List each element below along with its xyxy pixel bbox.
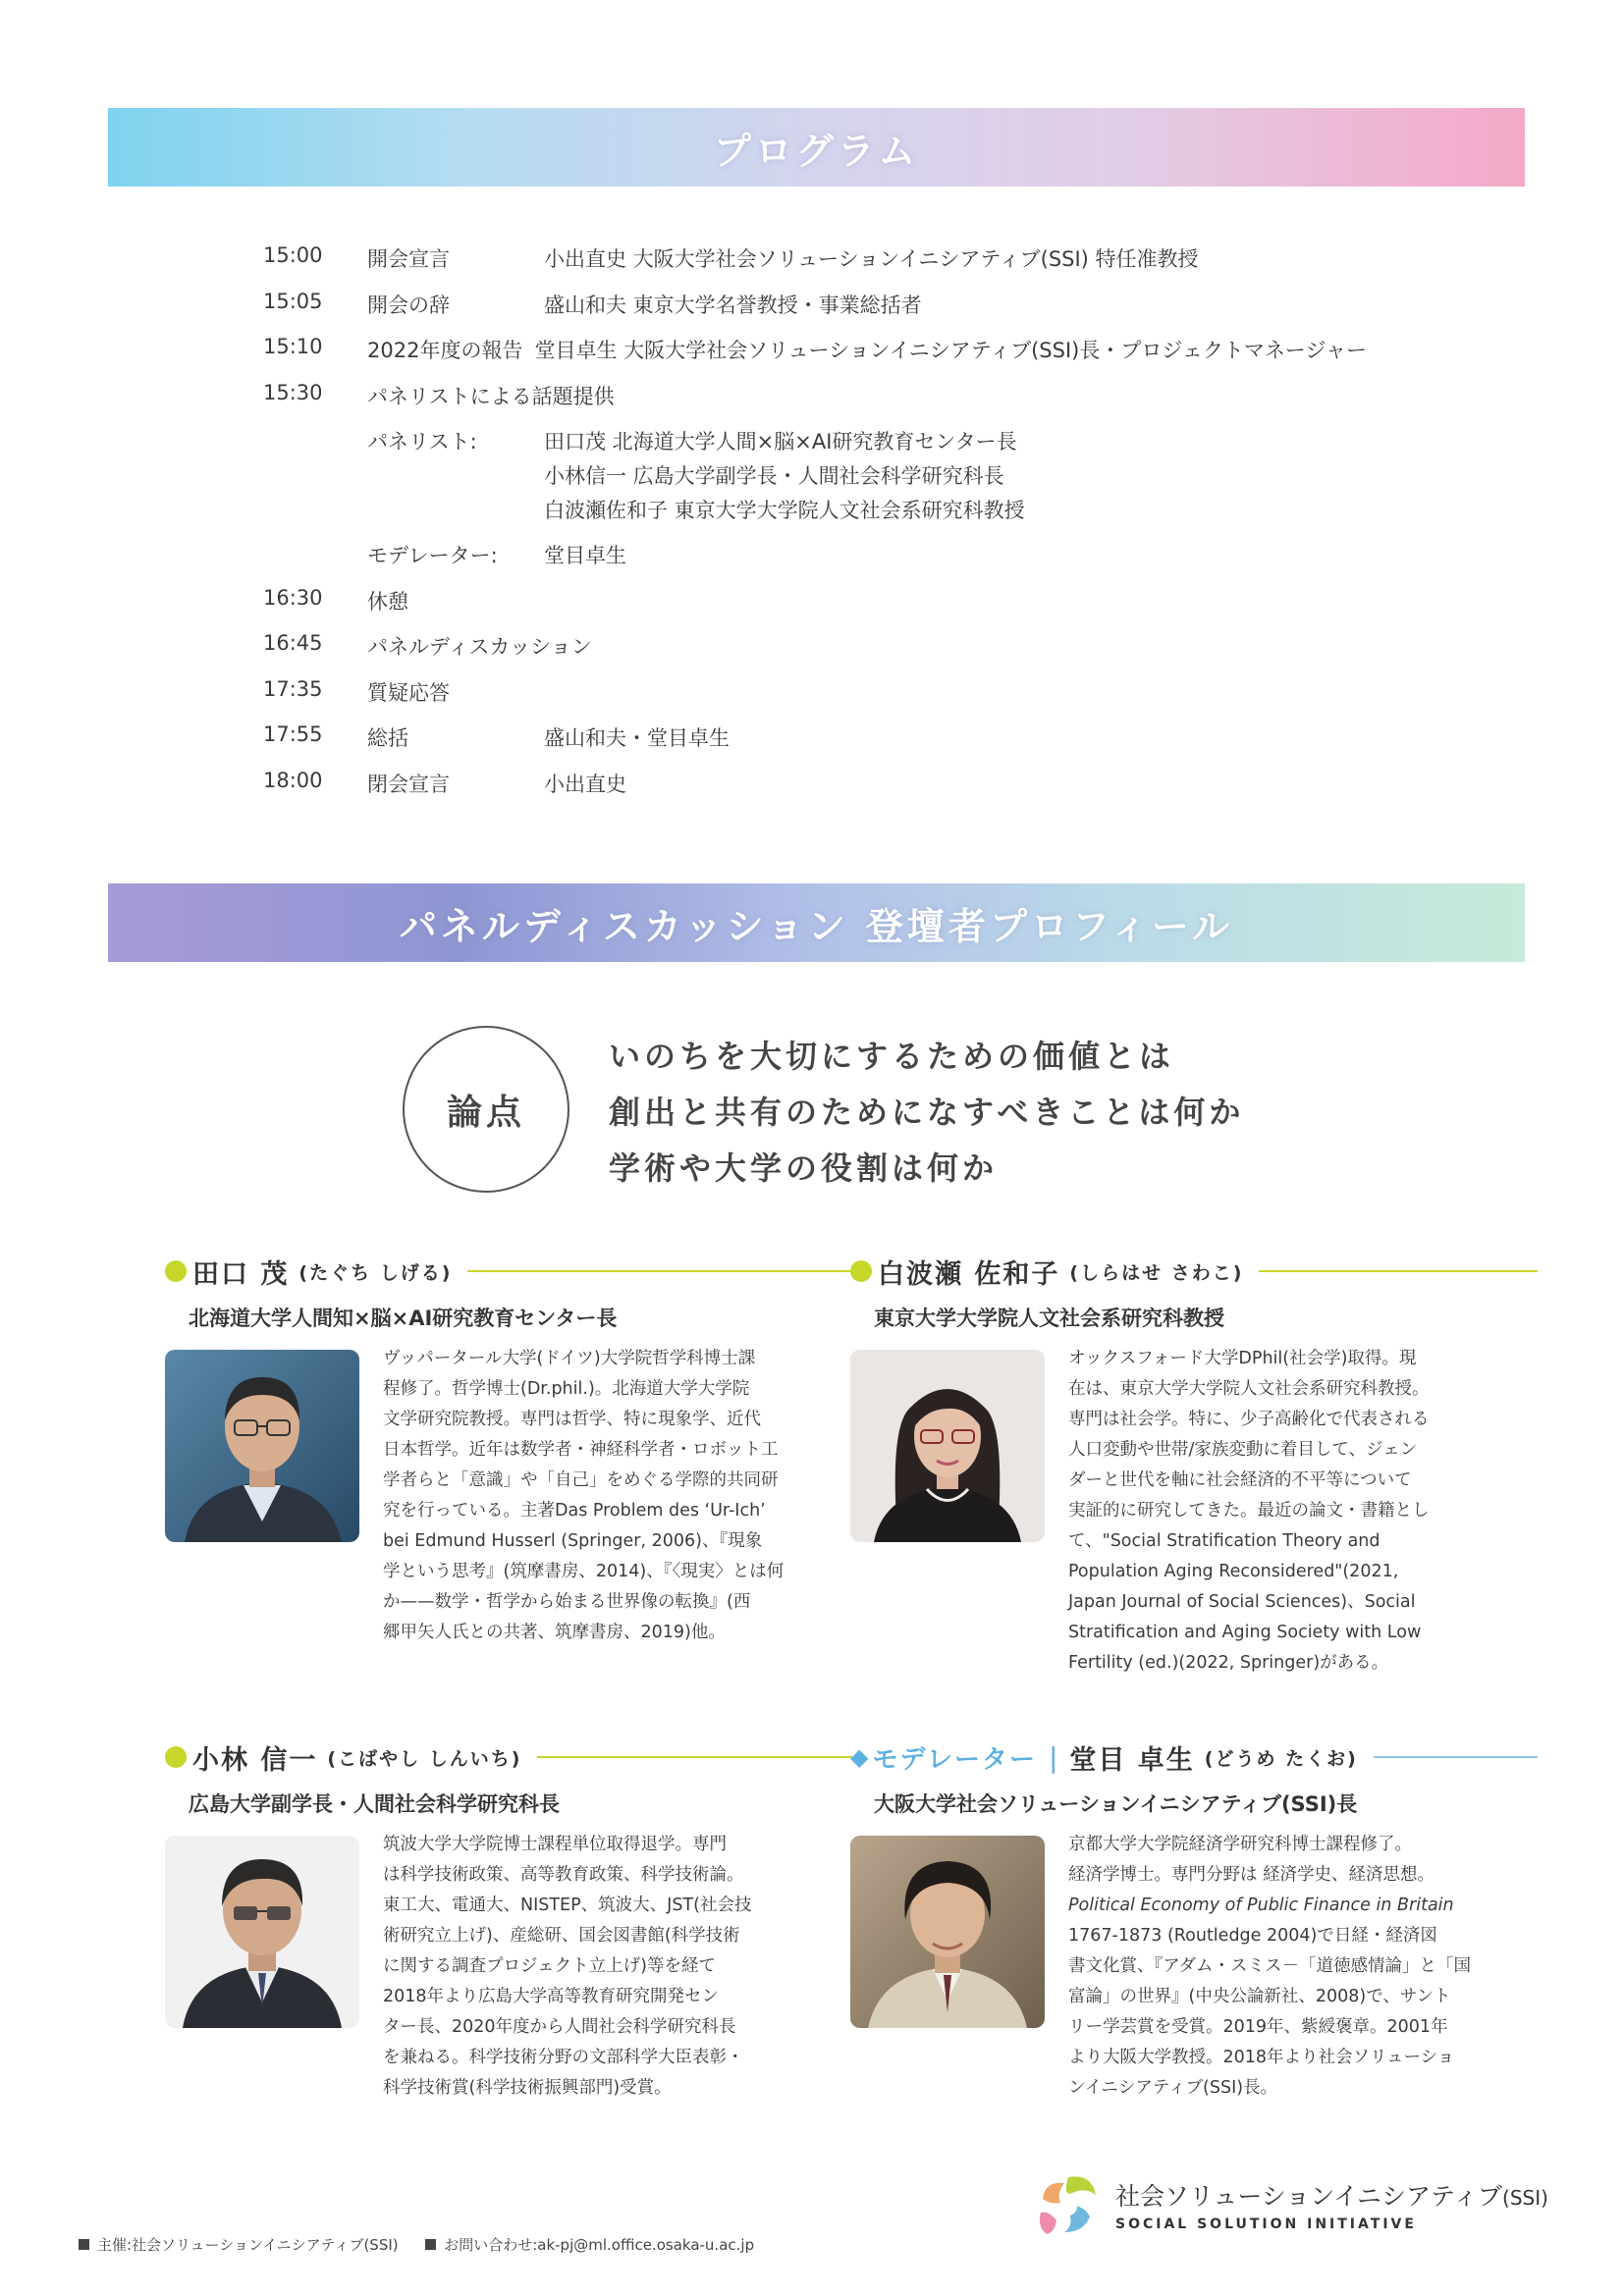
portrait-doume-icon	[850, 1836, 1045, 2028]
profile-name: 田口 茂	[192, 1258, 290, 1290]
schedule-label: 休憩	[367, 589, 408, 614]
profile-header	[165, 1252, 852, 1291]
square-bullet-icon	[79, 2239, 89, 2250]
panelists-block	[263, 426, 1441, 540]
schedule-value: 盛山和夫・堂目卓生	[544, 726, 730, 750]
ronten-item: いのちを大切にするための価値とは	[609, 1038, 1175, 1075]
schedule-value: 小出直史 大阪大学社会ソリューションイニシアティブ(SSI) 特任准教授	[544, 247, 1199, 271]
bullet-dot-icon	[850, 1260, 872, 1282]
schedule-row	[263, 677, 1441, 723]
ronten-circle	[403, 1026, 569, 1193]
profile-kana: (こばやし しんいち)	[327, 1747, 522, 1770]
schedule-label: 開会宣言	[367, 247, 450, 271]
profile-bio: 筑波大学大学院博士課程単位取得退学。専門 は科学技術政策、高等教育政策、科学技術論。 東工大、電通大、NISTEP、筑波大、JST(社会技 術研究立上げ)、産総研、国会図書館(科学技術 に関する調査プロジェクト立上げ)等を経て 2018年より広島大学高等教育研究開発セン ター長、2020年度から人間社会科学研究科長 を兼ねる。科学技術分野の文部科学大臣表彰・ 科学技術賞(科学技術振興部門)受賞。	[383, 1835, 752, 2098]
schedule-label: 総括	[367, 726, 408, 750]
header-rule	[537, 1756, 852, 1758]
schedule-time: 16:45	[263, 631, 323, 655]
footer-info	[79, 2234, 754, 2255]
header-rule	[1374, 1756, 1538, 1758]
panelists-label: パネリスト:	[367, 430, 477, 454]
schedule-label: 質疑応答	[367, 680, 450, 705]
schedule-time: 16:30	[263, 585, 323, 610]
schedule-value: 堂目卓生 大阪大学社会ソリューションイニシアティブ(SSI)長・プロジェクトマネージャー	[534, 339, 1368, 362]
profile-bio: オックスフォード大学DPhil(社会学)取得。現 在は、東京大学大学院人文社会系研究科教授。 専門は社会学。特に、少子高齢化で代表される 人口変動や世帯/家族変動に着目して、ジェン ダーと世代を軸に社会経済的不平等について 実証的に研究してきた。最近の論文・書籍とし て、"Social Stratification Theory and Population Aging Reconsidered"(2021, Japan Journal of Social Sciences)、Social Stratification and Aging Society with Low Fertility (ed.)(2022, Springer)がある。	[1068, 1349, 1430, 1673]
header-rule	[467, 1270, 852, 1272]
profile-name: 堂目 卓生	[1069, 1744, 1195, 1776]
panelist-item: 小林信一 広島大学副学長・人間社会科学研究科長	[544, 464, 1004, 488]
moderator-label: モデレーター:	[367, 544, 498, 567]
schedule-time: 15:30	[263, 380, 323, 404]
ronten-item: 創出と共有のためになすべきことは何か	[609, 1094, 1245, 1131]
portrait-photo	[850, 1836, 1045, 2028]
portrait-photo	[850, 1350, 1045, 1542]
schedule-row	[263, 631, 1441, 677]
profile-affiliation: 東京大学大学院人文社会系研究科教授	[874, 1307, 1224, 1330]
portrait-photo	[165, 1836, 359, 2028]
ronten-label: 論点	[446, 1092, 525, 1133]
ronten-list	[609, 1029, 1244, 1197]
program-schedule	[263, 243, 1441, 814]
profile-shirahase	[850, 1252, 1538, 1673]
panel-title: パネルディスカッション 登壇者プロフィール	[399, 904, 1234, 948]
schedule-time: 15:05	[263, 289, 323, 313]
moderator-role: モデレーター	[872, 1744, 1037, 1775]
schedule-label: パネリストによる話題提供	[367, 384, 615, 408]
panelist-item: 白波瀬佐和子 東京大学大学院人文社会系研究科教授	[544, 499, 1025, 522]
schedule-value: 盛山和夫 東京大学名誉教授・事業総括者	[544, 293, 922, 317]
profile-header	[850, 1737, 1538, 1777]
panelist-item: 田口茂 北海道大学人間×脳×AI研究教育センター長	[544, 430, 1017, 454]
schedule-row	[263, 722, 1441, 769]
profile-affiliation: 北海道大学人間知×脳×AI研究教育センター長	[189, 1307, 618, 1330]
portrait-photo	[165, 1350, 359, 1542]
diamond-icon: ◆	[850, 1743, 869, 1771]
schedule-value: 小出直史	[544, 772, 626, 796]
schedule-time: 17:35	[263, 676, 323, 701]
program-banner	[108, 108, 1525, 187]
profile-name: 白波瀬 佐和子	[878, 1258, 1060, 1290]
moderator-row	[263, 540, 1441, 586]
schedule-label: 2022年度の報告	[367, 339, 523, 362]
bullet-dot-icon	[165, 1746, 187, 1768]
schedule-inline	[367, 335, 1441, 364]
profile-name: 小林 信一	[192, 1744, 318, 1776]
portrait-shirahase-icon	[850, 1350, 1045, 1542]
footer-contact: お問い合わせ:ak-pj@ml.office.osaka-u.ac.jp	[444, 2236, 755, 2254]
schedule-row	[263, 243, 1441, 290]
schedule-label: 閉会宣言	[367, 772, 450, 796]
header-rule	[1259, 1270, 1538, 1272]
profile-header	[850, 1252, 1538, 1291]
logo-text	[1115, 2177, 1548, 2232]
panel-banner	[108, 883, 1525, 962]
portrait-kobayashi-icon	[165, 1836, 359, 2028]
ssi-logo	[1033, 2169, 1548, 2240]
logo-en: SOCIAL SOLUTION INITIATIVE	[1115, 2216, 1417, 2232]
separator-bar-icon: |	[1048, 1740, 1058, 1774]
schedule-row	[263, 381, 1441, 427]
square-bullet-icon	[425, 2239, 436, 2250]
profile-affiliation: 大阪大学社会ソリューションイニシアティブ(SSI)長	[874, 1792, 1358, 1816]
logo-ja: 社会ソリューションイニシアティブ(SSI)	[1115, 2182, 1548, 2211]
profile-affiliation: 広島大学副学長・人間社会科学研究科長	[189, 1792, 560, 1816]
footer-organizer: 主催:社会ソリューションイニシアティブ(SSI)	[97, 2236, 399, 2254]
schedule-row	[263, 586, 1441, 632]
ronten-item: 学術や大学の役割は何か	[609, 1149, 999, 1187]
program-title: プログラム	[713, 129, 920, 173]
moderator-value: 堂目卓生	[544, 544, 626, 567]
schedule-time: 17:55	[263, 722, 323, 746]
schedule-label: パネルディスカッション	[367, 635, 592, 659]
schedule-time: 15:00	[263, 243, 323, 267]
profile-bio: 京都大学大学院経済学研究科博士課程修了。 経済学博士。専門分野は 経済学史、経済思想。 Political Economy of Public Finance in Britain 1767-1873 (Routledge 2004)で日経・経済図 書文化賞、『アダム・スミス－「道徳感情論」と「国 富論」の世界』(中央公論新社、2008)で、サント リー学芸賞を受賞。2019年、紫綬褒章。2001年 より大阪大学教授。2018年より社会ソリューショ ンイニシアティブ(SSI)長。	[1068, 1835, 1472, 2098]
profile-doume	[850, 1737, 1538, 2098]
bullet-dot-icon	[165, 1260, 187, 1282]
panelists-list	[544, 426, 1441, 540]
profile-kana: (どうめ たくお)	[1204, 1747, 1358, 1770]
schedule-time: 18:00	[263, 768, 323, 792]
schedule-time: 15:10	[263, 335, 323, 358]
portrait-taguchi-icon	[165, 1350, 359, 1542]
schedule-label: 開会の辞	[367, 293, 450, 317]
profile-kana: (しらはせ さわこ)	[1069, 1261, 1244, 1284]
profile-kana: (たぐち しげる)	[298, 1261, 453, 1284]
profile-taguchi	[165, 1252, 852, 1642]
ssi-logo-icon	[1033, 2169, 1104, 2240]
schedule-row	[263, 769, 1441, 815]
schedule-row	[263, 290, 1441, 336]
schedule-row	[263, 335, 1441, 381]
profile-header	[165, 1737, 852, 1777]
profile-kobayashi	[165, 1737, 852, 2098]
profile-bio: ヴッパータール大学(ドイツ)大学院哲学科博士課 程修了。哲学博士(Dr.phil.)。北海道大学大学院 文学研究院教授。専門は哲学、特に現象学、近代 日本哲学。近年は数学者・神経科学者・ロボット工 学者らと「意識」や「自己」をめぐる学際的共同研 究を行っている。主著Das Problem des ‘Ur-Ich’ bei Edmund Husserl (Springer, 2006)、『現象 学という思考』(筑摩書房、2014)、『〈現実〉とは何 か——数学・哲学から始まる世界像の転換』(西 郷甲矢人氏との共著、筑摩書房、2019)他。	[383, 1349, 785, 1642]
